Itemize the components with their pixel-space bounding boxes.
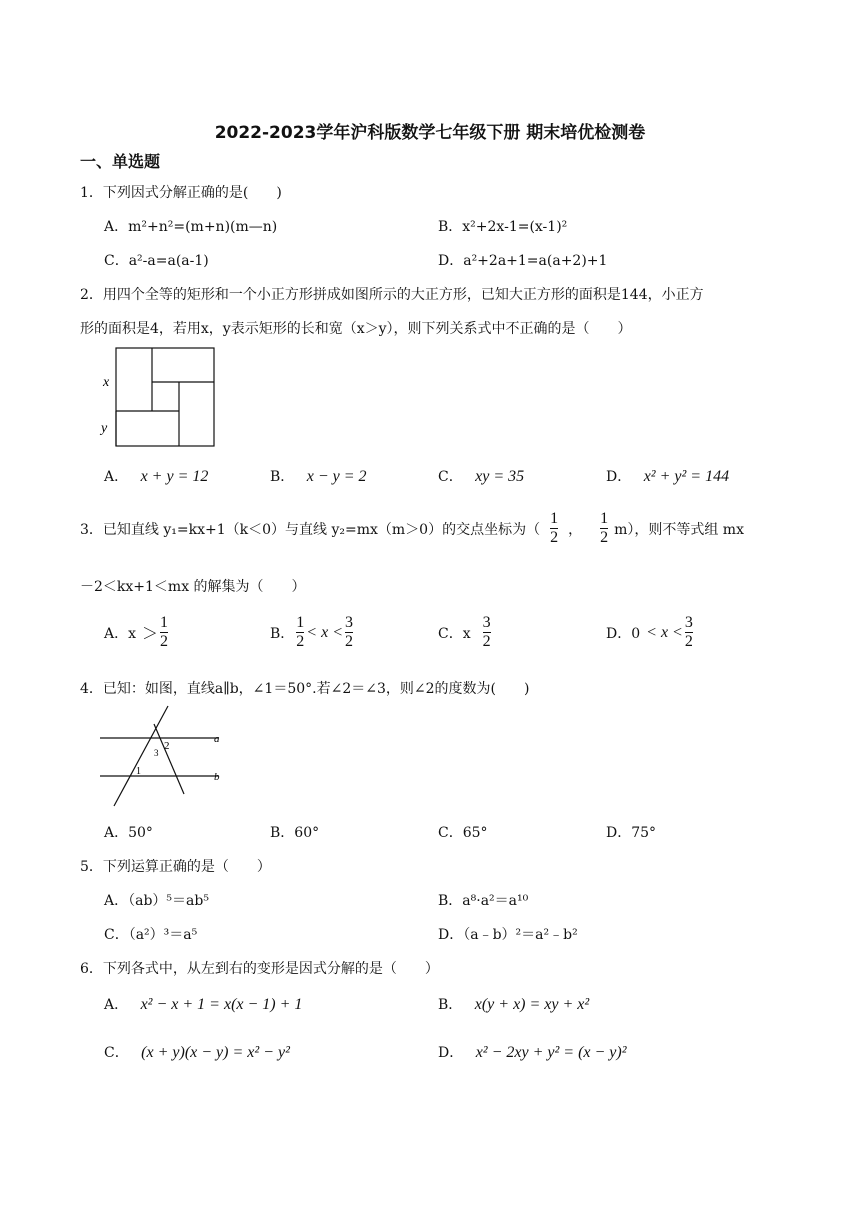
option-label: A．x [104,625,137,642]
denominator: 2 [482,633,491,650]
line-label-a: a [214,733,220,745]
numerator: 1 [160,614,169,631]
question-6-stem: 6．下列各式中，从左到右的变形是因式分解的是（ ） [80,961,439,977]
option-label: D．0 [606,625,641,642]
numerator: 3 [345,614,353,631]
question-1-option-c: C．a²-a=a(a-1) [104,253,209,269]
denominator: 2 [345,633,353,650]
separator: ， [568,521,583,538]
option-label: A． [104,469,129,485]
question-1-stem: 1．下列因式分解正确的是( ) [80,185,282,201]
fraction-one-half [296,614,304,651]
question-2-option-b [270,466,367,486]
fraction-half [600,510,608,547]
section-heading: 一、单选题 [80,152,161,171]
question-6-option-d [438,1042,627,1062]
option-label: B． [270,469,295,485]
angle-label-1: 1 [136,766,141,777]
question-6-option-c [104,1042,290,1062]
option-label: D． [606,469,632,485]
option-label: C． [438,469,463,485]
option-expression: x − y = 2 [306,468,367,485]
question-2-option-c [438,466,524,486]
option-expression: x² − 2xy + y² = (x − y)² [475,1044,627,1061]
numerator: 3 [482,614,491,631]
question-5-option-b: B．a⁸·a²＝a¹⁰ [438,893,529,909]
option-label: C．x [438,625,471,642]
fraction-three-halves [345,614,353,651]
option-label: A． [104,997,129,1013]
stem-text: m），则不等式组 mx [614,521,744,538]
question-5-stem: 5．下列运算正确的是（ ） [80,859,271,875]
question-5-option-a: A．（ab）⁵＝ab⁵ [104,893,209,909]
question-4-option-c: C．65° [438,825,488,841]
question-5-option-c: C．（a²）³＝a⁵ [104,927,198,943]
figure-label-y: y [101,421,108,436]
question-2-stem-line1: 2．用四个全等的矩形和一个小正方形拼成如图所示的大正方形，已知大正方形的面积是144，小正方 [80,287,704,303]
question-4-parallel-lines-figure [98,704,228,808]
question-3-option-b: B． $\frac{1}{2}$ < x < $\frac{3}{2}$ [270,614,353,650]
question-3-option-a [104,614,170,651]
question-6-option-a [104,994,302,1014]
numerator: 1 [600,510,609,527]
denominator: 2 [160,633,169,650]
fraction-three-halves [483,614,491,651]
question-1-option-a: A．m²+n²=(m+n)(m—n) [104,219,278,235]
numerator: 1 [550,510,559,527]
figure-label-x: x [103,375,110,390]
question-5-option-d: D．（a﹣b）²＝a²﹣b² [438,927,578,943]
question-3-stem-line2: －2＜kx+1＜mx 的解集为（ ） [80,579,306,595]
option-expression: xy = 35 [475,468,525,485]
option-label: B． [270,625,295,642]
question-2-option-d [606,466,729,486]
option-expression: x + y = 12 [140,468,209,485]
option-label: C． [104,1045,129,1061]
angle-label-3: 3 [154,748,159,758]
numerator: 3 [684,614,693,631]
option-label: D． [438,1045,464,1061]
question-3-option-c [438,614,493,651]
question-3-stem-line1 [80,510,744,547]
question-4-option-b: B．60° [270,825,320,841]
numerator: 1 [296,614,305,631]
question-2-option-a [104,466,208,486]
denominator: 2 [296,633,305,650]
option-label: B． [438,997,463,1013]
question-2-square-figure [98,344,220,450]
question-4-option-d: D．75° [606,825,657,841]
fraction-one-half [160,614,168,651]
option-expression: x(y + x) = xy + x² [474,996,590,1013]
denominator: 2 [600,529,609,546]
fraction-half [550,510,558,547]
line-label-b: b [214,771,220,783]
stem-text: 3．已知直线 y₁=kx+1（k＜0）与直线 y₂=mx（m＞0）的交点坐标为（ [80,521,541,538]
question-4-option-a: A．50° [104,825,153,841]
option-expression: (x + y)(x − y) = x² − y² [141,1044,290,1061]
operator: ＞ [142,626,159,643]
question-3-option-d: D．0 < x < $\frac{3}{2}$ [606,614,693,650]
question-1-option-d: D．a²+2a+1=a(a+2)+1 [438,253,608,269]
angle-label-2: 2 [164,740,170,752]
question-4-stem: 4．已知：如图，直线a∥b，∠1＝50°.若∠2＝∠3，则∠2的度数为( ) [80,681,530,697]
option-expression: x² − x + 1 = x(x − 1) + 1 [140,996,303,1013]
fraction-three-halves [685,614,693,651]
denominator: 2 [550,529,559,546]
denominator: 2 [684,633,693,650]
question-6-option-b [438,994,589,1014]
question-1-option-b: B．x²+2x-1=(x-1)² [438,219,568,235]
option-expression: x² + y² = 144 [643,468,730,485]
page-title: 2022-2023学年沪科版数学七年级下册 期末培优检测卷 [214,123,646,143]
question-2-stem-line2: 形的面积是4，若用x，y表示矩形的长和宽（x＞y），则下列关系式中不正确的是（ ） [80,321,632,337]
